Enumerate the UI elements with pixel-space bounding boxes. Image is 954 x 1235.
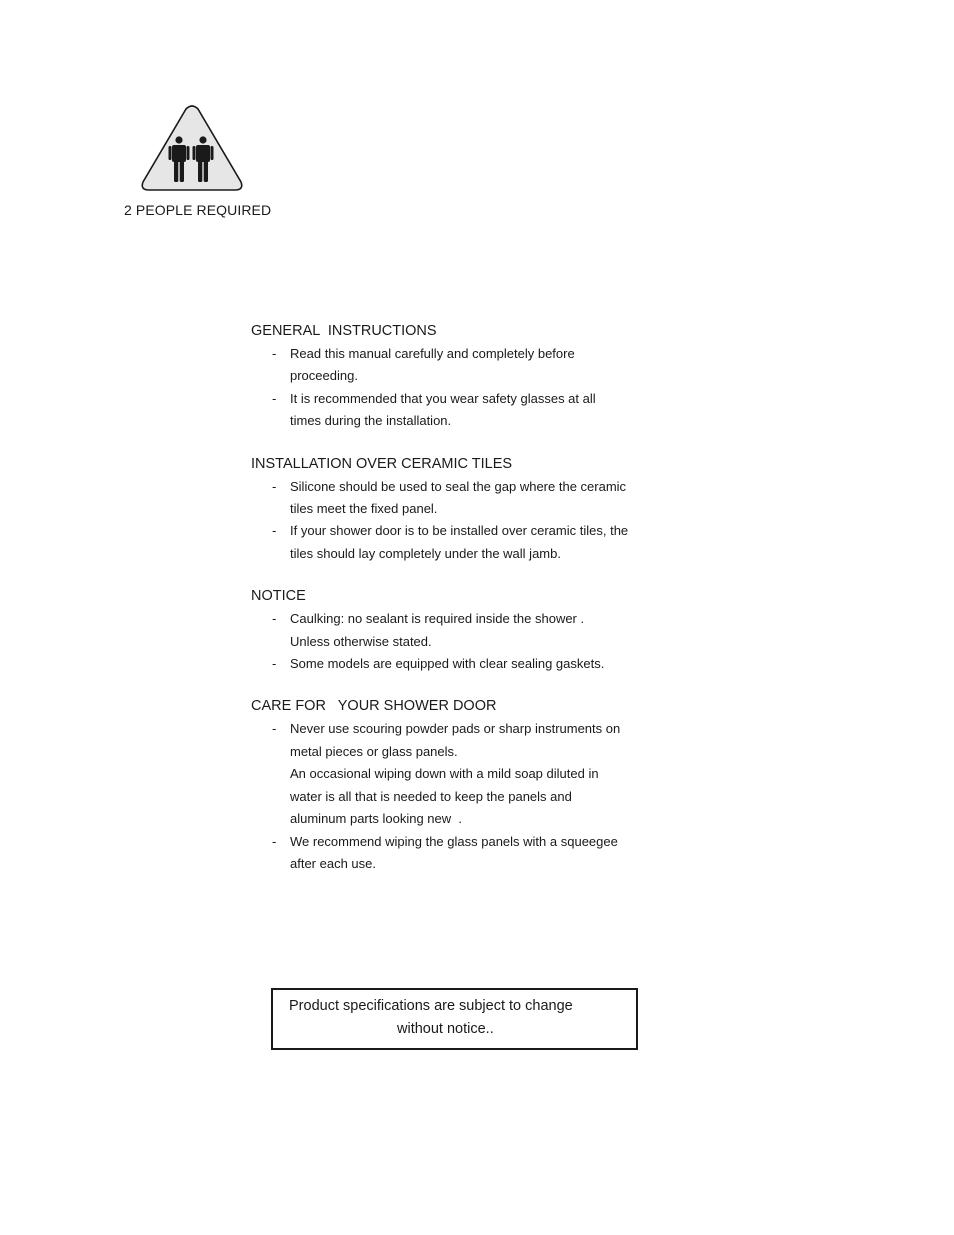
warning-caption: 2 PEOPLE REQUIRED <box>124 202 272 218</box>
bullet-text-line: after each use. <box>290 855 376 871</box>
bullet-dash: - <box>272 611 277 627</box>
bullet-text-line: tiles meet the fixed panel. <box>290 501 438 517</box>
list-item <box>251 718 651 830</box>
bullet-dash: - <box>272 833 277 849</box>
list-item <box>251 476 651 521</box>
bullet-list <box>251 476 651 566</box>
bullet-text-line: Some models are equipped with clear sealing gaskets. <box>290 656 605 672</box>
bullet-text-line: It is recommended that you wear safety glasses at all <box>290 390 596 406</box>
bullet-list <box>251 718 651 875</box>
section-heading: CARE FOR YOUR SHOWER DOOR <box>251 698 497 715</box>
list-item <box>251 520 651 565</box>
bullet-text-line: We recommend wiping the glass panels with a squeegee <box>290 833 618 849</box>
bullet-text-line: times during the installation. <box>290 413 452 429</box>
bullet-text-line: proceeding. <box>290 368 358 384</box>
bullet-text-line: Never use scouring powder pads or sharp instruments on <box>290 721 621 737</box>
instruction-section <box>251 696 651 875</box>
instruction-section <box>251 454 651 566</box>
instruction-sections <box>251 321 651 896</box>
notice-box-line-1: Product specifications are subject to change <box>289 998 573 1014</box>
section-heading: GENERAL INSTRUCTIONS <box>251 323 437 339</box>
bullet-text-line: aluminum parts looking new . <box>290 811 462 827</box>
instruction-section <box>251 586 651 675</box>
bullet-text-line: Caulking: no sealant is required inside the shower . <box>290 611 585 627</box>
bullet-list <box>251 343 651 433</box>
section-heading: NOTICE <box>251 588 306 605</box>
bullet-text-line: Unless otherwise stated. <box>290 633 432 649</box>
bullet-text-line: An occasional wiping down with a mild soap diluted in <box>290 766 599 782</box>
bullet-text-line: Silicone should be used to seal the gap where the ceramic <box>290 478 627 494</box>
specifications-notice-box <box>271 988 638 1050</box>
notice-box-line-2: without notice.. <box>397 1021 494 1037</box>
list-item <box>251 343 651 388</box>
bullet-text-line: If your shower door is to be installed over ceramic tiles, the <box>290 523 629 539</box>
bullet-dash: - <box>272 523 277 539</box>
bullet-dash: - <box>272 346 277 361</box>
bullet-text-line: metal pieces or glass panels. <box>290 743 458 759</box>
two-people-required-icon <box>140 104 244 194</box>
list-item <box>251 831 651 876</box>
list-item <box>251 608 651 653</box>
bullet-dash: - <box>272 478 277 494</box>
instruction-section <box>251 321 651 433</box>
bullet-text-line: Read this manual carefully and completely before <box>290 346 575 361</box>
bullet-dash: - <box>272 390 277 406</box>
bullet-text-line: tiles should lay completely under the wall jamb. <box>290 545 561 561</box>
bullet-dash: - <box>272 721 277 737</box>
list-item <box>251 653 651 675</box>
section-heading: INSTALLATION OVER CERAMIC TILES <box>251 455 513 472</box>
bullet-text-line: water is all that is needed to keep the panels and <box>290 788 572 804</box>
bullet-list <box>251 608 651 675</box>
list-item <box>251 388 651 433</box>
bullet-dash: - <box>272 656 277 672</box>
